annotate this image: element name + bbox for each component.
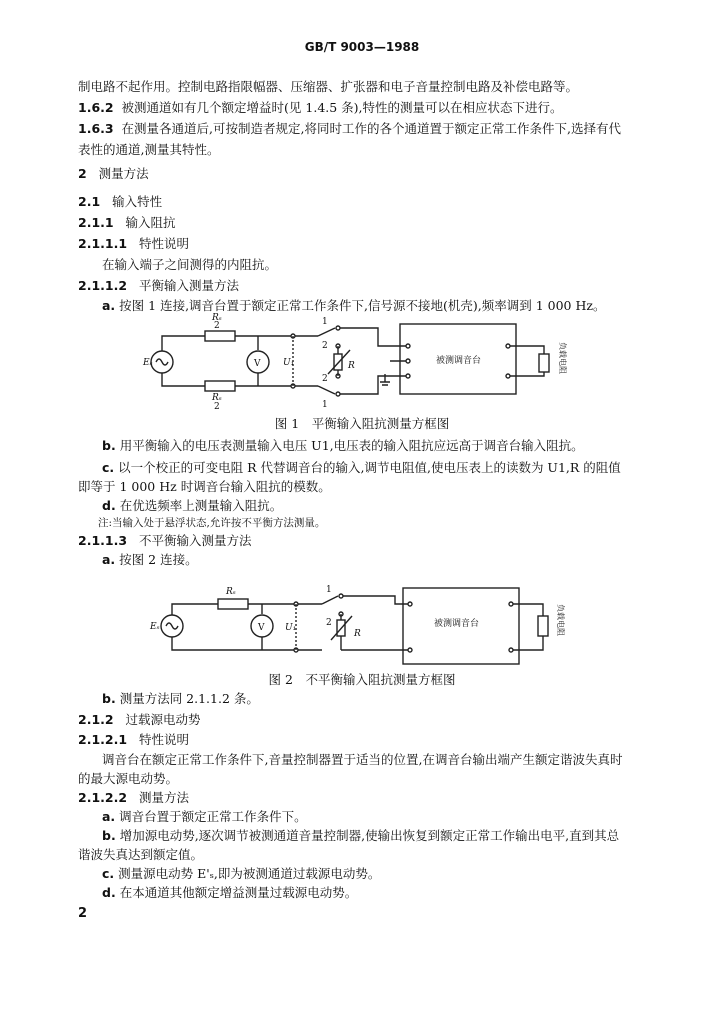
fig1-r-label: R xyxy=(348,361,355,371)
fig1-v-label: V xyxy=(254,359,261,369)
fig1-switch-1: 1 xyxy=(322,317,328,327)
item-a: a. 按图 2 连接。 xyxy=(102,552,198,567)
fig1-u1-label: U₁ xyxy=(283,358,295,368)
item-d: d. 在本通道其他额定增益测量过载源电动势。 xyxy=(102,885,358,900)
paragraph-line: 即等于 1 000 Hz 时调音台输入阻抗的模数。 xyxy=(78,479,331,494)
fig2-r-label: R xyxy=(354,629,361,639)
item-a: a. 按图 1 连接,调音台置于额定正常工作条件下,信号源不接地(机壳),频率调到 1 000 Hz。 xyxy=(102,298,606,313)
fig1-rs-bot-label: Rₛ xyxy=(212,393,222,403)
note: 注:当输入处于悬浮状态,允许按不平衡方法测量。 xyxy=(98,517,326,529)
section-2-1-1-heading: 2.1.1 输入阻抗 xyxy=(78,215,176,230)
fig2-es-label: Eₛ xyxy=(150,622,160,632)
item-b: b. 增加源电动势,逐次调节被测通道音量控制器,使输出恢复到额定正常工作输出电平,直到其总 xyxy=(102,828,620,843)
fig1-box-label: 被测调音台 xyxy=(436,356,482,366)
figure-1-diagram xyxy=(0,306,724,412)
figure-2-caption: 图 2 不平衡输入阻抗测量方框图 xyxy=(268,672,456,687)
fig2-rs-label: Rₛ xyxy=(226,587,236,597)
item-a: a. 调音台置于额定正常工作条件下。 xyxy=(102,809,307,824)
fig1-rs-bot-sub: 2 xyxy=(214,402,220,412)
clause-1-6-2: 1.6.2 被测通道如有几个额定增益时(见 1.4.5 条),特性的测量可以在相应状态下进行。 xyxy=(78,100,563,115)
figure-1-caption: 图 1 平衡输入阻抗测量方框图 xyxy=(274,416,450,431)
paragraph-line: 调音台在额定正常工作条件下,音量控制器置于适当的位置,在调音台输出端产生额定谐波失真时 xyxy=(102,752,623,767)
section-2-1-1-2-heading: 2.1.1.2 平衡输入测量方法 xyxy=(78,278,239,293)
section-2-1-2-heading: 2.1.2 过载源电动势 xyxy=(78,712,201,727)
fig1-switch-2b: 2 xyxy=(322,374,328,384)
section-2-heading: 2 测量方法 xyxy=(78,166,149,181)
page-header: GB/T 9003—1988 xyxy=(304,40,420,54)
paragraph-line: 在输入端子之间测得的内阻抗。 xyxy=(102,257,278,272)
fig2-switch-2: 2 xyxy=(326,618,332,628)
fig1-es-label: Eₛ xyxy=(143,358,153,368)
fig2-box-label: 被测调音台 xyxy=(434,619,480,629)
fig1-rs-top-label: Rₛ xyxy=(212,313,222,323)
fig1-switch-1b: 1 xyxy=(322,400,328,410)
fig2-u1-label: U₁ xyxy=(285,623,297,633)
paragraph-line: 的最大源电动势。 xyxy=(78,771,179,786)
section-2-1-2-1-heading: 2.1.2.1 特性说明 xyxy=(78,732,189,747)
section-2-1-2-2-heading: 2.1.2.2 测量方法 xyxy=(78,790,189,805)
item-c: c. 以一个校正的可变电阻 R 代替调音台的输入,调节电阻值,使电压表上的读数为 U1,R 的阻值 xyxy=(102,460,621,475)
fig2-load-label: 负载电阻 xyxy=(556,604,565,636)
page-number: 2 xyxy=(78,906,88,921)
clause-1-6-3: 1.6.3 在测量各通道后,可按制造者规定,将同时工作的各个通道置于额定正常工作条件下,选择有代 xyxy=(78,121,621,136)
section-2-1-heading: 2.1 输入特性 xyxy=(78,194,163,209)
fig1-load-label: 负载电阻 xyxy=(558,342,567,374)
paragraph-line: 谐波失真达到额定值。 xyxy=(78,847,204,862)
fig2-switch-1: 1 xyxy=(326,585,332,595)
item-b: b. 用平衡输入的电压表测量输入电压 U1,电压表的输入阻抗应远高于调音台输入阻抗。 xyxy=(102,438,584,453)
fig2-v-label: V xyxy=(258,623,265,633)
paragraph-line: 表性的通道,测量其特性。 xyxy=(78,142,220,157)
fig1-rs-top-sub: 2 xyxy=(214,321,220,331)
item-d: d. 在优选频率上测量输入阻抗。 xyxy=(102,498,283,513)
paragraph-line: 制电路不起作用。控制电路指限幅器、压缩器、扩张器和电子音量控制电路及补偿电路等。 xyxy=(78,79,579,94)
item-b: b. 测量方法同 2.1.1.2 条。 xyxy=(102,691,259,706)
section-2-1-1-1-heading: 2.1.1.1 特性说明 xyxy=(78,236,189,251)
figure-2-diagram xyxy=(0,580,724,670)
fig1-switch-2a: 2 xyxy=(322,341,328,351)
section-2-1-1-3-heading: 2.1.1.3 不平衡输入测量方法 xyxy=(78,533,252,548)
item-c: c. 测量源电动势 E'ₛ,即为被测通道过载源电动势。 xyxy=(102,866,381,881)
